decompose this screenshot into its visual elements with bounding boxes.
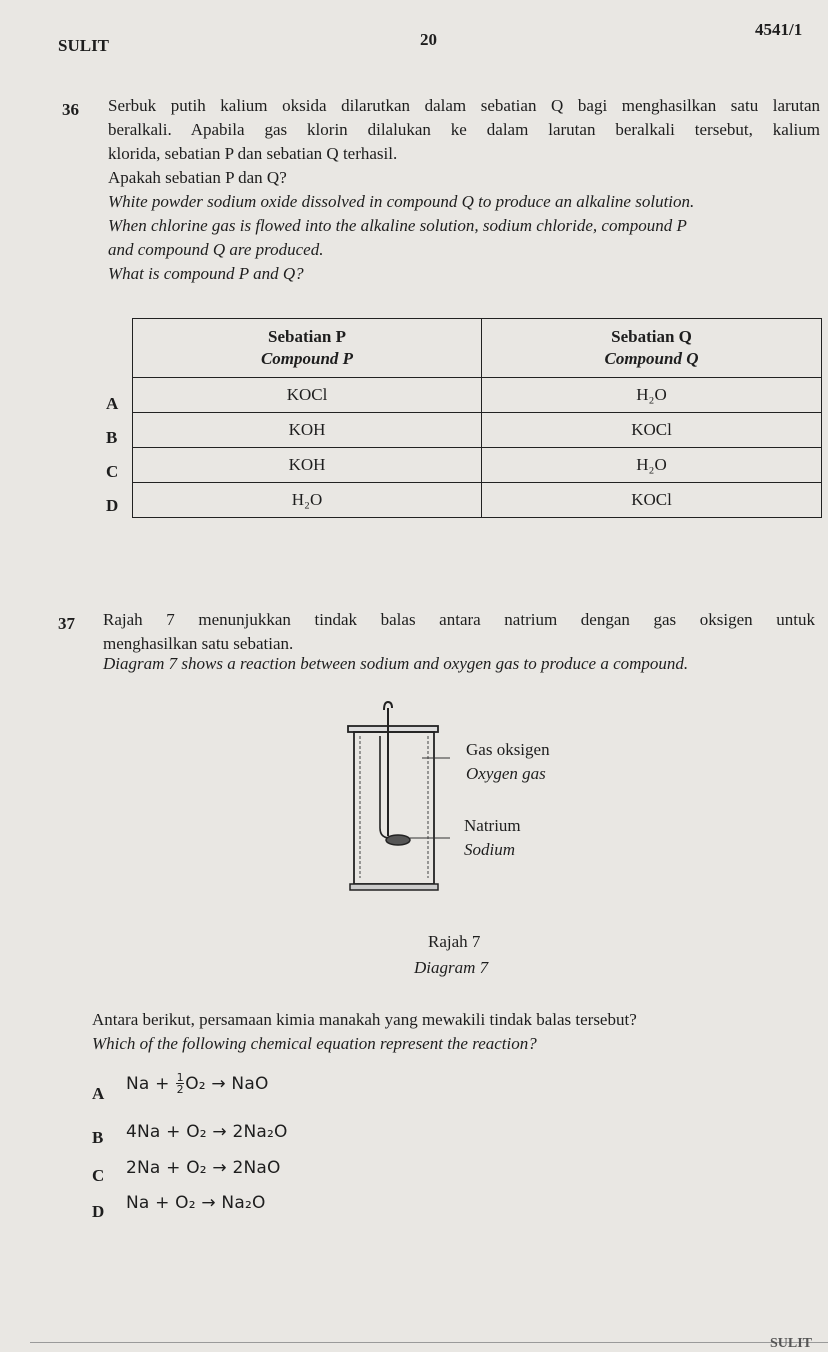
row-a-q: H₂O <box>482 378 822 413</box>
label-gas-english: Oxygen gas <box>466 764 546 783</box>
q36-english-line-1: White powder sodium oxide dissolved in compound Q to produce an alkaline solution. <box>108 192 695 211</box>
row-label-a: A <box>106 394 119 413</box>
col-header-p <box>133 319 482 378</box>
table-row <box>133 448 822 483</box>
q36-malay-line-2: beralkali. Apabila gas klorin dilalukan ke dalam larutan beralkali tersebut, kalium <box>108 120 820 139</box>
q36-english-text <box>108 190 820 286</box>
gas-jar-base <box>350 884 438 890</box>
paper-code: 4541/1 <box>755 20 803 39</box>
label-metal-english: Sodium <box>464 840 515 859</box>
option-c-label: C <box>92 1166 105 1185</box>
col-q-malay: Sebatian Q <box>611 327 692 346</box>
col-p-malay: Sebatian P <box>268 327 346 346</box>
fraction-numerator: 1 <box>176 1071 184 1084</box>
page-number: 20 <box>420 30 437 49</box>
row-d-q: KOCl <box>482 483 822 518</box>
option-a-lhs: Na + <box>126 1073 176 1094</box>
q37-question-malay: Antara berikut, persamaan kimia manakah yang mewakili tindak balas tersebut? <box>92 1010 637 1029</box>
fraction-half <box>176 1072 184 1095</box>
q36-answer-table <box>132 318 822 518</box>
q37-malay-line-2: menghasilkan satu sebatian. <box>103 634 294 653</box>
option-b-label: B <box>92 1128 104 1147</box>
col-q-english: Compound Q <box>604 349 699 368</box>
option-a-rhs: O₂ → NaO <box>185 1073 269 1094</box>
footer-divider <box>30 1342 828 1343</box>
q36-malay-line-3: klorida, sebatian P dan sebatian Q terhasil. <box>108 144 398 163</box>
label-gas-malay: Gas oksigen <box>466 740 550 759</box>
q36-malay-line-1: Serbuk putih kalium oksida dilarutkan dalam sebatian Q bagi menghasilkan satu larutan <box>108 96 820 115</box>
gas-jar-diagram <box>340 696 450 898</box>
row-label-d: D <box>106 496 119 515</box>
option-a-equation <box>126 1072 269 1095</box>
q37-malay-line-1: Rajah 7 menunjukkan tindak balas antara natrium dengan gas oksigen untuk <box>103 610 815 629</box>
label-metal-malay: Natrium <box>464 816 521 835</box>
header-sulit: SULIT <box>58 36 110 55</box>
diagram-caption-english: Diagram 7 <box>414 958 489 977</box>
row-d-p: H₂O <box>133 483 482 518</box>
row-c-p: KOH <box>133 448 482 483</box>
row-b-q: KOCl <box>482 413 822 448</box>
row-c-q: H₂O <box>482 448 822 483</box>
table-row <box>133 413 822 448</box>
option-d-label: D <box>92 1202 105 1221</box>
diagram-caption-malay: Rajah 7 <box>428 932 481 951</box>
row-b-p: KOH <box>133 413 482 448</box>
sodium-in-spoon <box>386 835 410 845</box>
fraction-denominator: 2 <box>176 1083 184 1096</box>
q37-question-english: Which of the following chemical equation represent the reaction? <box>92 1034 537 1053</box>
option-d-equation: Na + O₂ → Na₂O <box>126 1193 266 1213</box>
table-row <box>133 483 822 518</box>
q37-number: 37 <box>58 614 75 633</box>
q36-number: 36 <box>62 100 79 119</box>
option-a-label: A <box>92 1084 105 1103</box>
q36-english-line-2: When chlorine gas is flowed into the alkaline solution, sodium chloride, compound P <box>108 216 687 235</box>
gas-jar <box>354 732 434 884</box>
option-b-equation: 4Na + O₂ → 2Na₂O <box>126 1122 288 1142</box>
row-a-p: KOCl <box>133 378 482 413</box>
table-row <box>133 378 822 413</box>
q37-english-text: Diagram 7 shows a reaction between sodium and oxygen gas to produce a compound. <box>103 654 689 673</box>
col-p-english: Compound P <box>260 349 354 368</box>
col-header-q <box>482 319 822 378</box>
footer-sulit: SULIT <box>770 1336 813 1351</box>
gas-jar-lid <box>348 726 438 732</box>
q36-malay-question: Apakah sebatian P dan Q? <box>108 168 287 187</box>
q36-english-line-3: and compound Q are produced. <box>108 240 324 259</box>
q36-malay-text <box>108 94 820 190</box>
q37-malay-text <box>103 608 815 656</box>
q36-english-question: What is compound P and Q? <box>108 264 304 283</box>
row-label-c: C <box>106 462 119 481</box>
row-label-b: B <box>106 428 118 447</box>
option-c-equation: 2Na + O₂ → 2NaO <box>126 1158 281 1178</box>
